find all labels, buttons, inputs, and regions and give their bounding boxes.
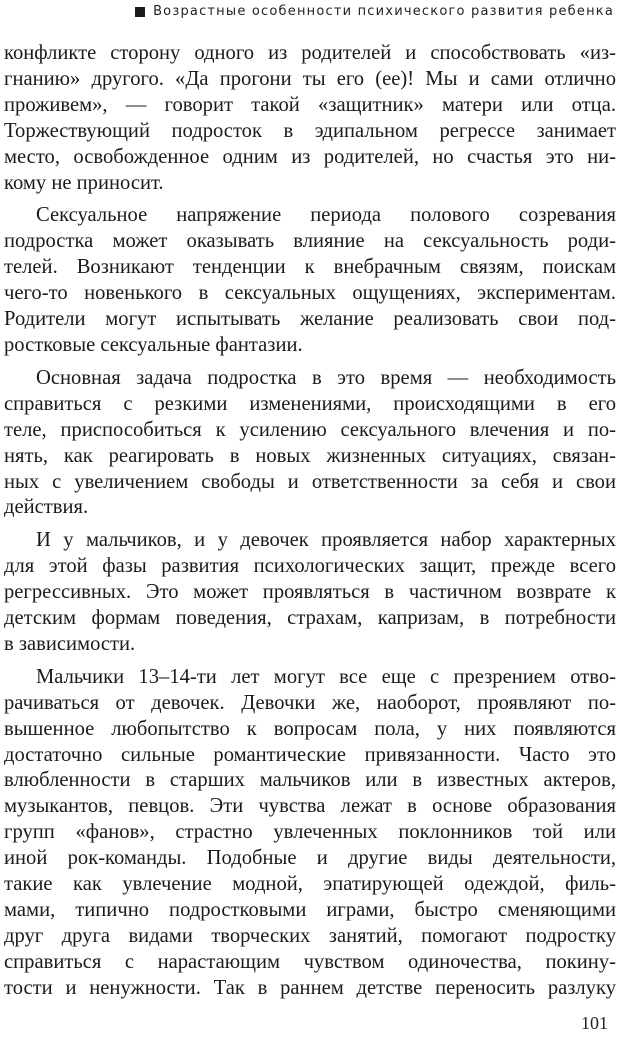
text-line: теле, приспособиться к усилению сексуального влечения и по- (4, 418, 616, 441)
text-line: телей. Возникают тенденции к внебрачным связям, поискам (4, 256, 616, 279)
text-line: такие как увлечение модной, эпатирующей одеждой, филь- (4, 873, 616, 896)
text-line: достаточно сильные романтические привязанности. Часто это (4, 743, 616, 766)
text-line: нять, как реагировать в новых жизненных ситуациях, связан- (4, 444, 616, 467)
text-line: справиться с нарастающим чувством одиночества, покину- (4, 950, 616, 973)
text-line: рачиваться от девочек. Девочки же, наоборот, проявляют по- (4, 691, 616, 714)
header-square-icon (135, 7, 145, 17)
text-line: тости и ненужности. Так в раннем детстве переносить разлуку (4, 976, 616, 999)
text-line: групп «фанов», страстно увлеченных поклонников той или (4, 821, 616, 844)
paragraph-3 (4, 366, 616, 521)
paragraph-1 (4, 41, 616, 196)
text-line: для этой фазы развития психологических защит, прежде всего (4, 555, 616, 578)
running-header-title: Возрастные особенности психического развития ребенка (153, 4, 614, 19)
paragraph-4 (4, 528, 616, 658)
text-line: конфликте сторону одного из родителей и способствовать «из- (4, 42, 616, 64)
text-line: ных с увеличением свободы и ответственности за себя и свои (4, 470, 616, 493)
text-line: детским формам поведения, страхам, капризам, в потребности (4, 607, 616, 630)
text-line: справиться с резкими изменениями, происходящими в его (4, 392, 616, 415)
paragraph-5 (4, 665, 616, 1002)
text-line: кому не приносит. (4, 171, 164, 194)
running-header (86, 4, 614, 19)
text-line: влюбленности в старших мальчиков или в известных актеров, (4, 769, 616, 792)
body-text (4, 41, 616, 1009)
text-line: регрессивных. Это может проявляться в частичном возврате к (4, 581, 616, 604)
text-line: гнанию» другого. «Да прогони ты его (ее)! Мы и сами отлично (4, 67, 616, 90)
text-line: Сексуальное напряжение периода полового созревания (36, 204, 616, 227)
text-line: в зависимости. (4, 632, 136, 655)
text-line: иной рок-команды. Подобные и другие виды деятельности, (4, 847, 616, 870)
text-line: мами, типично подростковыми играми, быстро сменяющими (4, 899, 616, 921)
text-line: чего-то новенького в сексуальных ощущениях, экспериментам. (4, 282, 616, 305)
text-line: Торжествующий подросток в эдипальном регрессе занимает (4, 119, 616, 142)
text-line: вышенное любопытство к вопросам пола, у них появляются (4, 717, 616, 740)
text-line: Мальчики 13–14-ти лет могут все еще с презрением отво- (36, 665, 616, 688)
page-number: 101 (581, 1013, 608, 1033)
text-line: место, освобожденное одним из родителей, но счастья это ни- (4, 145, 616, 168)
text-line: И у мальчиков, и у девочек проявляется набор характерных (36, 529, 616, 552)
text-line: проживем», — говорит такой «защитник» матери или отца. (4, 93, 616, 116)
text-line: Основная задача подростка в это время — необходимость (36, 366, 616, 389)
paragraph-2 (4, 203, 616, 358)
text-line: действия. (4, 496, 89, 519)
text-line: подростка может оказывать влияние на сексуальность роди- (4, 230, 616, 253)
text-line: Родители могут испытывать желание реализовать свои под- (4, 308, 616, 331)
text-line: ростковые сексуальные фантазии. (4, 333, 303, 356)
text-line: музыкантов, певцов. Эти чувства лежат в основе образования (4, 795, 616, 818)
text-line: друг друга видами творческих занятий, помогают подростку (4, 924, 616, 947)
